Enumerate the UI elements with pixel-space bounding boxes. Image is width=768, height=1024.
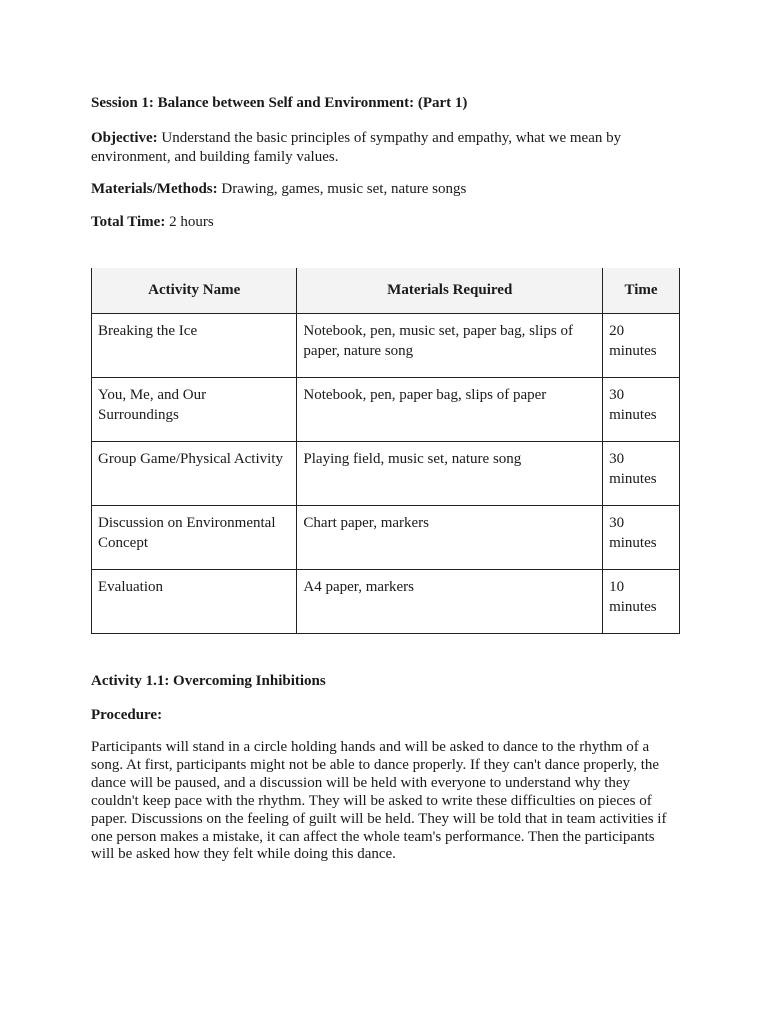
header-time: Time	[603, 268, 680, 313]
session-title: Session 1: Balance between Self and Environment: (Part 1)	[91, 95, 468, 111]
total-time-paragraph	[91, 213, 681, 232]
cell-activity-name: Evaluation	[92, 569, 297, 633]
activity-title: Activity 1.1: Overcoming Inhibitions	[91, 673, 326, 689]
header-activity-name: Activity Name	[92, 268, 297, 313]
cell-time: 30 minutes	[603, 505, 680, 569]
total-time-label: Total Time:	[91, 214, 166, 230]
table-header-row	[92, 268, 680, 313]
cell-time: 10 minutes	[603, 569, 680, 633]
objective-label: Objective:	[91, 130, 158, 146]
cell-materials: Chart paper, markers	[297, 505, 603, 569]
activities-table	[91, 268, 680, 634]
table-row	[92, 313, 680, 377]
procedure-text: Participants will stand in a circle holding hands and will be asked to dance to the rhythm of a song. At first, participants might not be able to dance properly. If they can't dance properly, the dance will be paused, and a discussion will be held with everyone to understand why they couldn't keep pace with the rhythm. They will be asked to write these difficulties on pieces of paper. Discussions on the feeling of guilt will be held. They will be told that in team activities if one person makes a mistake, it can affect the whole team's performance. Then the participants will be asked how they felt while doing this dance.	[91, 739, 667, 863]
cell-materials: Playing field, music set, nature song	[297, 441, 603, 505]
table-row	[92, 441, 680, 505]
cell-materials: A4 paper, markers	[297, 569, 603, 633]
header-materials-required: Materials Required	[297, 268, 603, 313]
materials-label: Materials/Methods:	[91, 181, 218, 197]
materials-paragraph	[91, 180, 681, 199]
cell-activity-name: You, Me, and Our Surroundings	[92, 377, 297, 441]
procedure-label: Procedure:	[91, 707, 163, 723]
table-row	[92, 377, 680, 441]
cell-materials: Notebook, pen, music set, paper bag, slips of paper, nature song	[297, 313, 603, 377]
total-time-text: 2 hours	[169, 214, 214, 230]
cell-activity-name: Group Game/Physical Activity	[92, 441, 297, 505]
cell-time: 20 minutes	[603, 313, 680, 377]
table-row	[92, 505, 680, 569]
cell-time: 30 minutes	[603, 441, 680, 505]
cell-time: 30 minutes	[603, 377, 680, 441]
materials-text: Drawing, games, music set, nature songs	[221, 181, 467, 197]
cell-activity-name: Breaking the Ice	[92, 313, 297, 377]
cell-materials: Notebook, pen, paper bag, slips of paper	[297, 377, 603, 441]
objective-text: Understand the basic principles of sympathy and empathy, what we mean by environment, and building family values.	[91, 130, 622, 165]
objective-paragraph	[91, 129, 681, 167]
cell-activity-name: Discussion on Environmental Concept	[92, 505, 297, 569]
table-row	[92, 569, 680, 633]
